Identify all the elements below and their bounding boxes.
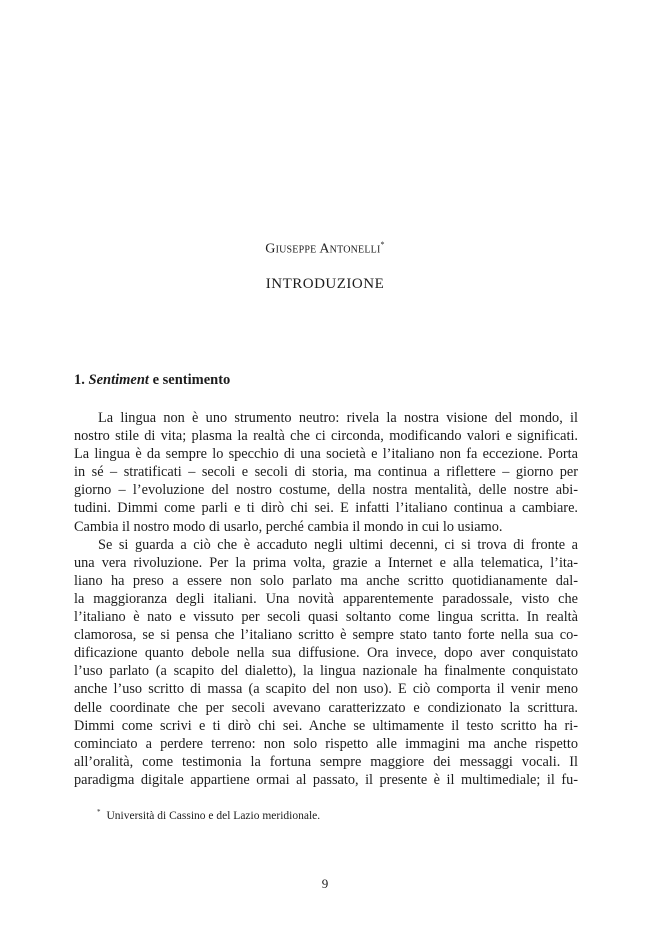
body-line: tudini. Dimmi come parli e ti dirò chi sei. E infatti l’italiano continua a cambiare. [74, 500, 578, 517]
body-line: cominciato a perdere terreno: non solo rispetto alle immagini ma anche rispetto [74, 735, 578, 752]
section-number: 1. [74, 372, 85, 388]
section-title-italic: Sentiment [88, 372, 149, 388]
author-name-line [0, 240, 650, 258]
body-line: clamorosa, se si pensa che l’italiano scritto è sempre stato tanto forte nella sua co- [74, 627, 578, 644]
body-line: nostro stile di vita; plasma la realtà che ci circonda, modificando valori e significati. [74, 428, 578, 445]
body-line: delle coordinate che per secoli avevano caratterizzato e condizionato la scrittura. [74, 699, 578, 716]
body-line: anche l’uso scritto di massa (a scapito del non uso). E ciò comporta il venir meno [74, 681, 578, 698]
body-line: La lingua è da sempre lo specchio di una società e l’italiano non fa eccezione. Porta [74, 446, 578, 463]
section-title-rest: e sentimento [152, 372, 231, 388]
body-line: una vera rivoluzione. Per la prima volta, grazie a Internet e alla telematica, l’ita- [74, 554, 578, 571]
body-line: La lingua non è uno strumento neutro: rivela la nostra visione del mondo, il [98, 410, 578, 426]
footnote-text: Università di Cassino e del Lazio meridionale. [106, 809, 321, 822]
body-line: l’uso parlato (a scapito del dialetto), la lingua nazionale ha finalmente conquistato [74, 663, 578, 680]
body-line: Dimmi come scrivi e ti dirò chi sei. Anche se ultimamente il testo scritto ha ri- [74, 717, 578, 734]
body-line: liano ha preso a essere non solo parlato ma anche scritto quotidianamente dal- [74, 572, 578, 589]
author-name: Giuseppe Antonelli [265, 241, 381, 257]
body-line: all’oralità, come testimonia la fortuna sempre maggiore dei messaggi vocali. Il [74, 753, 578, 770]
body-line: l’italiano è nato e vissuto per secoli quasi soltanto come lingua scritta. In realtà [74, 609, 578, 626]
body-line: in sé – stratificati – secoli e secoli di storia, ma continua a riflettere – giorno per [74, 464, 578, 481]
footnote [97, 808, 320, 822]
body-text [74, 409, 578, 789]
body-line: paradigma digitale appartiene ormai al passato, il presente è il multimediale; il fu- [74, 771, 578, 788]
page-number: 9 [321, 876, 329, 891]
body-line: dificazione quanto debole nella sua diffusione. Ora invece, dopo aver conquistato [74, 645, 578, 662]
footnote-marker: * [97, 808, 101, 816]
chapter-title: INTRODUZIONE [265, 276, 385, 292]
author-footnote-marker: * [380, 240, 385, 249]
section-heading [74, 372, 230, 389]
body-line: giorno – l’evoluzione del nostro costume, della nostra mentalità, delle nostre abi- [74, 482, 578, 499]
body-line: Cambia il nostro modo di usarlo, perché cambia il mondo in cui lo usiamo. [74, 518, 503, 535]
body-line: la maggioranza degli italiani. Una novità apparentemente paradossale, visto che [74, 590, 578, 607]
body-line: Se si guarda a ciò che è accaduto negli ultimi decenni, ci si trova di fronte a [98, 536, 578, 553]
